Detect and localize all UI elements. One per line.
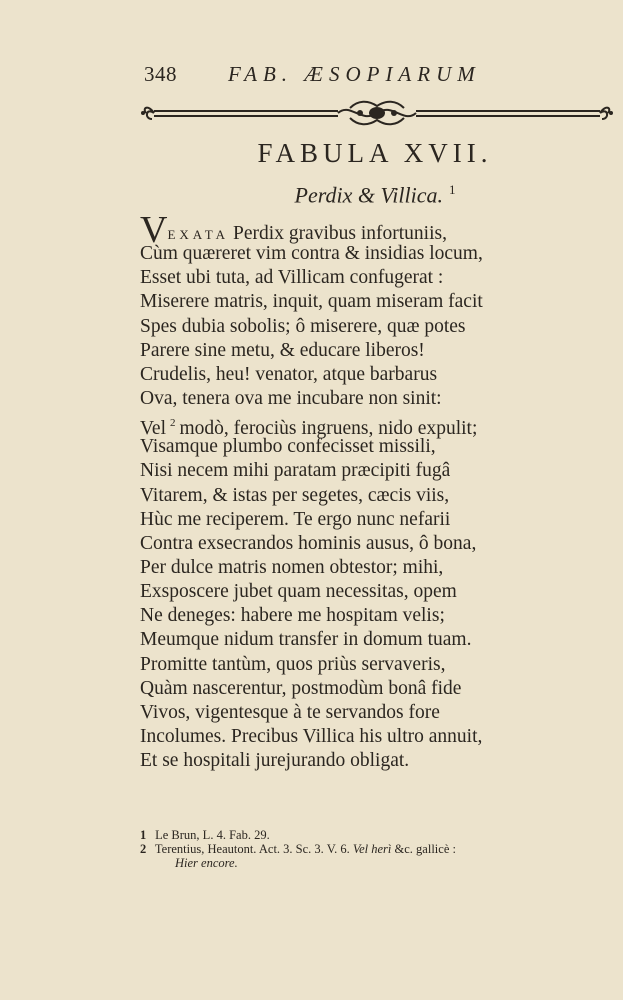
small-caps-word: EXATA (167, 227, 230, 242)
poem-line: Parere sine metu, & educare liberos! (140, 339, 425, 361)
poem-line: Meumque nidum transfer in domum tuam. (140, 629, 472, 651)
fable-title-text: Perdix & Villica. (294, 182, 443, 208)
poem-line: Per dulce matris nomen obtestor; mihi, (140, 556, 444, 578)
poem-line: Spes dubia sobolis; ô miserere, quæ potes (140, 315, 466, 337)
footnote-2-continuation: Hier encore. (175, 856, 238, 870)
poem-line: Hùc me reciperem. Te ergo nunc nefarii (140, 508, 451, 530)
footnote-2 (140, 842, 620, 856)
poem-line (140, 209, 618, 251)
running-head (140, 58, 540, 92)
poem (140, 209, 618, 773)
footnote-ref-1: 1 (448, 182, 456, 197)
poem-line: Ne deneges: habere me hospitam velis; (140, 605, 445, 627)
footnote-1 (140, 828, 620, 842)
footnote-2-italic: Vel herì (352, 842, 392, 856)
page-number: 348 (144, 62, 177, 86)
footnote-1-mark: 1 (140, 828, 147, 842)
vel-line-text: modò, ferociùs ingruens, nido expulit; (179, 418, 478, 440)
poem-line: Et se hospitali jurejurando obligat. (140, 750, 410, 772)
poem-line: Vitarem, & istas per segetes, cæcis viis, (140, 484, 450, 506)
poem-line (140, 411, 618, 440)
poem-line: Cùm quæreret vim contra & insidias locum, (140, 243, 483, 265)
fable-heading: FABULA XVII. (257, 138, 493, 168)
running-title: FAB. ÆSOPIARUM (228, 62, 481, 86)
fable-title (140, 182, 610, 208)
poem-line: Promitte tantùm, quos priùs servaveris, (140, 653, 446, 675)
poem-line: Quàm nascerentur, postmodùm bonâ fide (140, 677, 462, 699)
poem-line: Ova, tenera ova me incubare non sinit: (140, 387, 442, 409)
poem-line: Visamque plumbo confecisset missili, (140, 436, 436, 458)
poem-line: Miserere matris, inquit, quam miseram facit (140, 291, 483, 313)
footnote-2-mark: 2 (140, 842, 147, 856)
poem-line: Incolumes. Precibus Villica his ultro annuit, (140, 725, 483, 747)
first-line-text: Perdix gravibus infortuniis, (233, 223, 447, 244)
poem-line: Nisi necem mihi paratam præcipiti fugâ (140, 460, 451, 482)
vel-word: Vel (140, 418, 166, 440)
poem-line: Crudelis, heu! venator, atque barbarus (140, 363, 438, 385)
decorative-rule-ornament-icon (140, 96, 614, 136)
poem-line: Exsposcere jubet quam necessitas, opem (140, 581, 457, 603)
poem-line: Vivos, vigentesque à te servandos fore (140, 701, 440, 723)
footnote-ref-2: 2 (170, 417, 176, 430)
footnote-2-text: Terentius, Heautont. Act. 3. Sc. 3. V. 6. (154, 842, 350, 856)
footnote-1-text: Le Brun, L. 4. Fab. 29. (155, 828, 270, 842)
footnote-2-tail: &c. gallicè : (394, 842, 456, 856)
poem-line: Esset ubi tuta, ad Villicam confugerat : (140, 267, 444, 289)
poem-line: Contra exsecrandos hominis ausus, ô bona, (140, 532, 477, 554)
footnotes (140, 828, 620, 870)
drop-cap: V (140, 209, 168, 251)
